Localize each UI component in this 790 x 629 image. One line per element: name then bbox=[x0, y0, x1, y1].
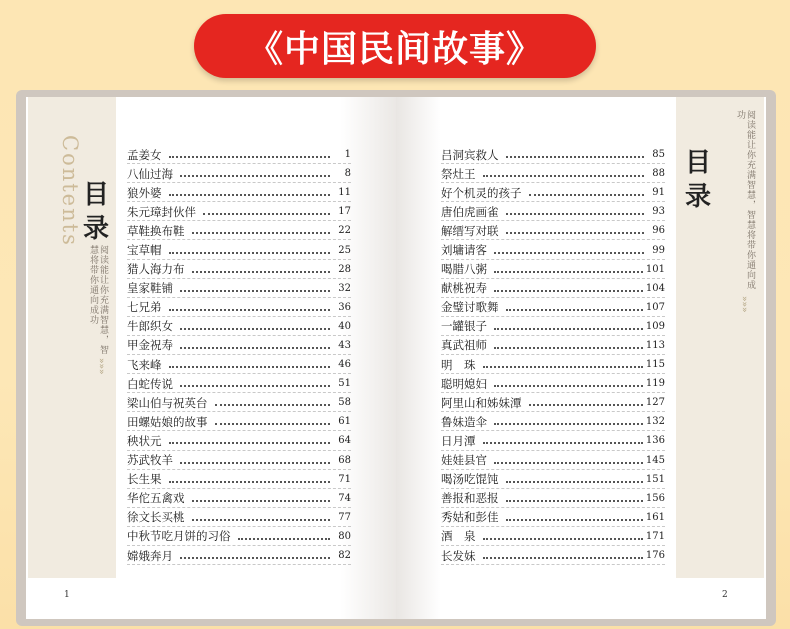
toc-page-number: 82 bbox=[338, 550, 351, 562]
toc-title: 长发妹 bbox=[441, 548, 476, 563]
toc-leader bbox=[180, 461, 330, 464]
toc-leader bbox=[494, 346, 643, 349]
left-toc-list bbox=[127, 145, 351, 565]
toc-entry bbox=[127, 145, 351, 164]
toc-leader bbox=[494, 270, 643, 273]
toc-entry bbox=[441, 183, 665, 202]
toc-leader bbox=[506, 480, 643, 483]
toc-page-number: 101 bbox=[645, 263, 665, 275]
toc-page-number: 43 bbox=[338, 339, 351, 351]
toc-page-number: 68 bbox=[338, 454, 351, 466]
toc-title: 明 珠 bbox=[441, 357, 476, 372]
toc-title: 田螺姑娘的故事 bbox=[127, 414, 208, 429]
toc-leader bbox=[203, 212, 330, 215]
toc-title: 中秋节吃月饼的习俗 bbox=[127, 529, 231, 544]
toc-entry bbox=[441, 431, 665, 450]
right-side-title: 目录 bbox=[684, 148, 711, 212]
toc-entry bbox=[441, 393, 665, 412]
toc-title: 真武祖师 bbox=[441, 338, 487, 353]
toc-page-number: 58 bbox=[338, 397, 351, 409]
title-banner bbox=[194, 14, 596, 78]
toc-entry bbox=[441, 470, 665, 489]
toc-page-number: 151 bbox=[645, 473, 665, 485]
toc-leader bbox=[494, 384, 643, 387]
toc-entry bbox=[127, 412, 351, 431]
toc-leader bbox=[483, 365, 643, 368]
toc-title: 金璧讨歌舞 bbox=[441, 300, 499, 315]
toc-entry bbox=[127, 202, 351, 221]
toc-page-number: 8 bbox=[344, 168, 351, 180]
toc-entry bbox=[441, 145, 665, 164]
toc-page-number: 171 bbox=[645, 530, 665, 542]
toc-page-number: 17 bbox=[338, 206, 351, 218]
toc-entry bbox=[441, 527, 665, 546]
toc-page-number: 176 bbox=[645, 550, 665, 562]
toc-leader bbox=[180, 384, 330, 387]
toc-leader bbox=[506, 518, 643, 521]
toc-leader bbox=[483, 441, 643, 444]
toc-leader bbox=[506, 155, 645, 158]
toc-leader bbox=[529, 403, 643, 406]
toc-entry bbox=[441, 412, 665, 431]
toc-leader bbox=[494, 327, 643, 330]
toc-leader bbox=[169, 251, 331, 254]
toc-entry bbox=[441, 508, 665, 527]
toc-entry bbox=[127, 260, 351, 279]
toc-title: 喝腊八粥 bbox=[441, 262, 487, 277]
toc-title: 梁山伯与祝英台 bbox=[127, 395, 208, 410]
toc-title: 飞来峰 bbox=[127, 357, 162, 372]
toc-title: 聪明媳妇 bbox=[441, 376, 487, 391]
toc-title: 草鞋换布鞋 bbox=[127, 223, 185, 238]
toc-title: 牛郎织女 bbox=[127, 319, 173, 334]
toc-page-number: 64 bbox=[338, 435, 351, 447]
toc-page-number: 88 bbox=[652, 168, 665, 180]
left-side-subtitle: 阅读能让你充满智慧，智慧将带你通向成功 bbox=[88, 245, 108, 355]
toc-title: 刘墉请客 bbox=[441, 243, 487, 258]
toc-title: 酒 泉 bbox=[441, 529, 476, 544]
toc-page-number: 119 bbox=[645, 378, 665, 390]
toc-leader bbox=[483, 537, 643, 540]
toc-leader bbox=[180, 289, 330, 292]
toc-leader bbox=[494, 461, 643, 464]
toc-leader bbox=[180, 174, 330, 177]
toc-entry bbox=[441, 451, 665, 470]
toc-title: 阿里山和姊妹潭 bbox=[441, 395, 522, 410]
toc-leader bbox=[169, 308, 331, 311]
toc-page-number: 80 bbox=[338, 530, 351, 542]
toc-title: 嫦娥奔月 bbox=[127, 548, 173, 563]
toc-leader bbox=[215, 422, 331, 425]
toc-leader bbox=[180, 556, 330, 559]
toc-page-number: 71 bbox=[338, 473, 351, 485]
toc-page-number: 156 bbox=[645, 492, 665, 504]
toc-page-number: 40 bbox=[338, 320, 351, 332]
toc-title: 秀姑和彭佳 bbox=[441, 510, 499, 525]
toc-page-number: 93 bbox=[652, 206, 665, 218]
toc-title: 吕洞宾救人 bbox=[441, 147, 499, 162]
toc-page-number: 85 bbox=[652, 149, 665, 161]
toc-title: 一罐银子 bbox=[441, 319, 487, 334]
toc-page-number: 74 bbox=[338, 492, 351, 504]
toc-leader bbox=[506, 212, 645, 215]
toc-entry bbox=[441, 164, 665, 183]
left-side-title: 目录 bbox=[82, 180, 109, 244]
toc-title: 鲁妹造伞 bbox=[441, 414, 487, 429]
toc-page-number: 136 bbox=[645, 435, 665, 447]
toc-entry bbox=[127, 393, 351, 412]
toc-title: 喝汤吃馄饨 bbox=[441, 472, 499, 487]
toc-entry bbox=[441, 260, 665, 279]
toc-page-number: 51 bbox=[338, 378, 351, 390]
toc-page-number: 1 bbox=[344, 149, 351, 161]
toc-leader bbox=[506, 308, 643, 311]
toc-leader bbox=[192, 270, 331, 273]
toc-title: 八仙过海 bbox=[127, 166, 173, 181]
toc-leader bbox=[215, 403, 331, 406]
toc-title: 解缙写对联 bbox=[441, 223, 499, 238]
toc-entry bbox=[127, 336, 351, 355]
toc-leader bbox=[483, 174, 645, 177]
toc-entry bbox=[441, 489, 665, 508]
toc-leader bbox=[483, 556, 643, 559]
toc-leader bbox=[494, 422, 643, 425]
toc-title: 祭灶王 bbox=[441, 166, 476, 181]
toc-entry bbox=[127, 317, 351, 336]
toc-entry bbox=[441, 279, 665, 298]
toc-entry bbox=[127, 183, 351, 202]
toc-leader bbox=[192, 231, 331, 234]
toc-title: 唐伯虎画雀 bbox=[441, 204, 499, 219]
toc-title: 苏武牧羊 bbox=[127, 453, 173, 468]
toc-page-number: 32 bbox=[338, 282, 351, 294]
left-chevron-icon: »»» bbox=[96, 358, 106, 375]
toc-entry bbox=[127, 221, 351, 240]
toc-page-number: 36 bbox=[338, 301, 351, 313]
toc-page-number: 28 bbox=[338, 263, 351, 275]
toc-page-number: 115 bbox=[645, 359, 665, 371]
right-side-subtitle: 阅读能让你充满智慧，智慧将带你通向成功 bbox=[735, 110, 755, 290]
toc-title: 娃娃县官 bbox=[441, 453, 487, 468]
toc-entry bbox=[441, 374, 665, 393]
toc-leader bbox=[169, 441, 331, 444]
toc-entry bbox=[127, 431, 351, 450]
toc-page-number: 11 bbox=[338, 187, 351, 199]
toc-entry bbox=[441, 317, 665, 336]
toc-title: 日月潭 bbox=[441, 433, 476, 448]
toc-leader bbox=[180, 346, 330, 349]
toc-title: 华佗五禽戏 bbox=[127, 491, 185, 506]
toc-page-number: 61 bbox=[338, 416, 351, 428]
toc-title: 甲金祝寿 bbox=[127, 338, 173, 353]
toc-page-number: 46 bbox=[338, 359, 351, 371]
toc-title: 白蛇传说 bbox=[127, 376, 173, 391]
toc-leader bbox=[169, 480, 331, 483]
toc-title: 孟姜女 bbox=[127, 147, 162, 162]
toc-entry bbox=[127, 355, 351, 374]
toc-leader bbox=[506, 499, 643, 502]
right-chevron-icon: »»» bbox=[739, 296, 749, 313]
toc-leader bbox=[529, 193, 645, 196]
toc-page-number: 96 bbox=[652, 225, 665, 237]
toc-title: 朱元璋封伙伴 bbox=[127, 204, 196, 219]
toc-title: 猎人海力布 bbox=[127, 262, 185, 277]
toc-leader bbox=[192, 499, 331, 502]
left-page-number: 1 bbox=[64, 590, 70, 600]
toc-page-number: 99 bbox=[652, 244, 665, 256]
toc-page-number: 113 bbox=[645, 339, 665, 351]
toc-page-number: 107 bbox=[645, 301, 665, 313]
toc-leader bbox=[238, 537, 331, 540]
toc-title: 长生果 bbox=[127, 472, 162, 487]
toc-leader bbox=[506, 231, 645, 234]
toc-entry bbox=[127, 546, 351, 565]
toc-leader bbox=[494, 251, 644, 254]
right-page-number: 2 bbox=[722, 590, 728, 600]
toc-entry bbox=[441, 240, 665, 259]
toc-title: 好个机灵的孩子 bbox=[441, 185, 522, 200]
toc-title: 徐文长买桃 bbox=[127, 510, 185, 525]
toc-page-number: 161 bbox=[645, 511, 665, 523]
toc-title: 皇家鞋铺 bbox=[127, 281, 173, 296]
right-toc-list bbox=[441, 145, 665, 565]
toc-entry bbox=[127, 298, 351, 317]
toc-entry bbox=[441, 355, 665, 374]
toc-entry bbox=[127, 527, 351, 546]
toc-page-number: 145 bbox=[645, 454, 665, 466]
toc-title: 善报和恶报 bbox=[441, 491, 499, 506]
banner-title: 《中国民间故事》 bbox=[246, 28, 543, 70]
toc-entry bbox=[127, 489, 351, 508]
toc-leader bbox=[169, 155, 331, 158]
toc-entry bbox=[441, 202, 665, 221]
toc-title: 秧状元 bbox=[127, 433, 162, 448]
toc-page-number: 127 bbox=[645, 397, 665, 409]
toc-entry bbox=[441, 221, 665, 240]
toc-title: 狼外婆 bbox=[127, 185, 162, 200]
toc-page-number: 104 bbox=[645, 282, 665, 294]
toc-leader bbox=[180, 327, 330, 330]
toc-page-number: 132 bbox=[645, 416, 665, 428]
toc-leader bbox=[494, 289, 643, 292]
toc-entry bbox=[127, 164, 351, 183]
toc-title: 献桃祝寿 bbox=[441, 281, 487, 296]
toc-entry bbox=[127, 451, 351, 470]
toc-leader bbox=[192, 518, 331, 521]
toc-entry bbox=[441, 546, 665, 565]
toc-entry bbox=[441, 336, 665, 355]
toc-leader bbox=[169, 193, 331, 196]
toc-title: 七兄弟 bbox=[127, 300, 162, 315]
toc-entry bbox=[127, 240, 351, 259]
toc-leader bbox=[169, 365, 331, 368]
toc-page-number: 109 bbox=[645, 320, 665, 332]
toc-entry bbox=[127, 470, 351, 489]
toc-page-number: 77 bbox=[338, 511, 351, 523]
toc-entry bbox=[127, 374, 351, 393]
toc-entry bbox=[127, 279, 351, 298]
toc-page-number: 22 bbox=[338, 225, 351, 237]
toc-entry bbox=[441, 298, 665, 317]
toc-page-number: 25 bbox=[338, 244, 351, 256]
contents-decoration: Contents bbox=[58, 135, 82, 247]
toc-page-number: 91 bbox=[652, 187, 665, 199]
toc-entry bbox=[127, 508, 351, 527]
toc-title: 宝草帽 bbox=[127, 243, 162, 258]
